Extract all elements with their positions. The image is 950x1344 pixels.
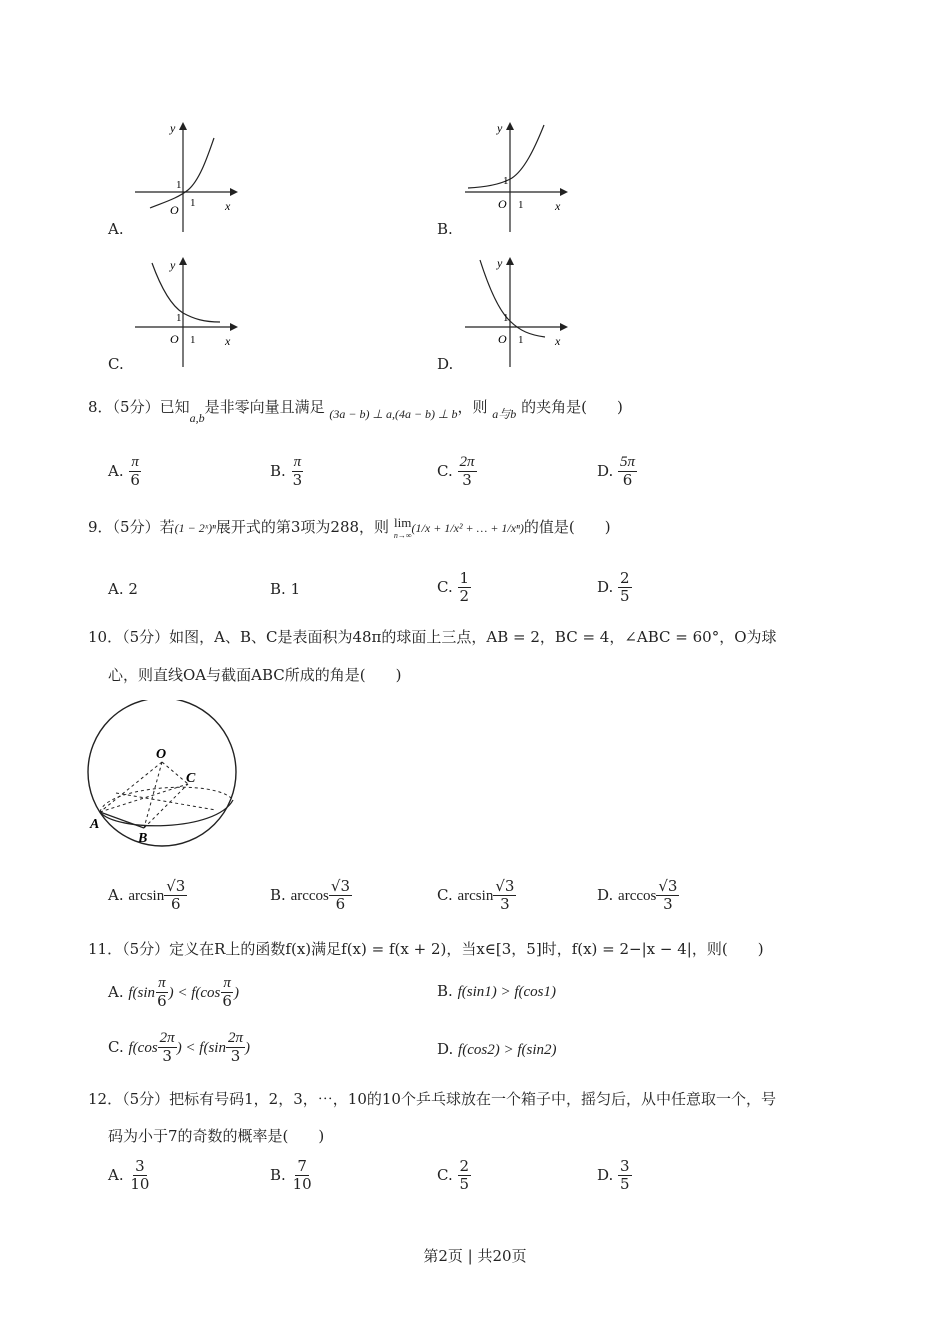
q11-option-a[interactable]: A. f(sin $\frac{\pi}{6}$ ) < f(cos $\frac{\pi}{6}$ ) — [108, 975, 239, 1011]
q7-graph-d — [460, 255, 575, 370]
q9-option-c[interactable]: C. $\frac{1}{2}$ — [437, 569, 470, 606]
q9-text-1: 若 — [159, 518, 175, 537]
svg-text:C: C — [186, 771, 196, 786]
q8-number: 8． — [88, 398, 113, 416]
q12-stem-line-2: 码为小于7的奇数的概率是( ) — [108, 1127, 325, 1145]
q8-score: （5分） — [112, 398, 160, 416]
q7-option-a[interactable]: A. — [108, 220, 124, 238]
svg-text:1: 1 — [176, 312, 182, 324]
q10-stem-line-2: 心，则直线OA与截面ABC所成的角是( ) — [108, 666, 402, 684]
q12-option-d[interactable]: D. $\frac{3}{5}$ — [597, 1157, 630, 1194]
q7-option-c[interactable]: C. — [108, 355, 124, 373]
q8-text-3: ，则 — [457, 398, 488, 416]
q9-stem — [88, 516, 611, 540]
q11-option-b[interactable]: B. f(sin1) > f(cos1) — [437, 982, 557, 1000]
q8-text-4: 的夹角是( ) — [521, 398, 623, 416]
q8-option-c[interactable]: C. $\frac{2\pi}{3}$ — [437, 454, 475, 490]
svg-text:O: O — [498, 332, 507, 346]
svg-text:x: x — [555, 199, 561, 213]
svg-text:1: 1 — [518, 334, 524, 346]
q12-option-c[interactable]: C. $\frac{2}{5}$ — [437, 1157, 470, 1194]
q8-vectors: a,b — [189, 411, 205, 425]
svg-text:y: y — [170, 121, 176, 135]
q10-stem-line-1: 10．（5分）如图，A、B、C是表面积为48π的球面上三点，AB = 2，BC = 4，∠ABC = 60°，O为球 — [88, 628, 777, 646]
q9-score: （5分） — [112, 518, 160, 537]
page-footer: 第2页 | 共20页 — [423, 1247, 527, 1265]
q8-stem — [88, 396, 623, 425]
q12-option-a[interactable]: A. $\frac{3}{10}$ — [108, 1157, 150, 1194]
q9-limit: lim n→∞ — [393, 515, 412, 540]
q11-stem: 11．（5分）定义在R上的函数f(x)满足f(x) = f(x + 2)，当x∈[3，5]时，f(x) = 2−|x − 4|，则( ) — [88, 940, 764, 958]
svg-text:1: 1 — [190, 197, 196, 209]
svg-text:y: y — [170, 258, 176, 272]
q9-option-b[interactable]: B. 1 — [270, 580, 301, 598]
q10-option-b[interactable]: B. arccos $\frac{√3}{6}$ — [270, 877, 350, 914]
q12-option-b[interactable]: B. $\frac{7}{10}$ — [270, 1157, 312, 1194]
q7-graph-c — [130, 255, 245, 370]
svg-text:O: O — [170, 203, 179, 217]
svg-text:O: O — [170, 332, 179, 346]
svg-text:y: y — [497, 256, 503, 270]
q8-text-1: 已知 — [159, 398, 190, 416]
q8-option-b[interactable]: B. $\frac{\pi}{3}$ — [270, 454, 303, 490]
svg-text:1: 1 — [176, 179, 182, 191]
svg-text:1: 1 — [503, 312, 509, 324]
svg-text:x: x — [225, 199, 231, 213]
q10-option-d[interactable]: D. arccos $\frac{√3}{3}$ — [597, 877, 678, 914]
svg-text:x: x — [225, 334, 231, 348]
q7-option-d[interactable]: D. — [437, 355, 454, 373]
svg-text:B: B — [138, 831, 148, 846]
q7-graph-b — [460, 120, 575, 235]
q11-option-c[interactable]: C. f(cos $\frac{2\pi}{3}$ ) < f(sin $\frac{2\pi}{3}$ ) — [108, 1030, 250, 1066]
q11-option-d[interactable]: D. f(cos2) > f(sin2) — [437, 1040, 557, 1058]
q9-number: 9． — [88, 518, 113, 537]
q8-option-a[interactable]: A. $\frac{\pi}{6}$ — [108, 454, 140, 490]
q8-condition: (3a − b) ⊥ a,(4a − b) ⊥ b — [329, 407, 458, 421]
q8-pair: a与b — [492, 407, 517, 421]
svg-text:1: 1 — [518, 199, 524, 211]
svg-text:O: O — [156, 747, 167, 762]
svg-text:y: y — [497, 121, 503, 135]
q9-option-a[interactable]: A. 2 — [108, 580, 138, 598]
svg-text:1: 1 — [190, 334, 196, 346]
q9-series: (1/x + 1/x² + … + 1/xⁿ) — [411, 521, 524, 536]
q10-option-c[interactable]: C. arcsin $\frac{√3}{3}$ — [437, 877, 515, 914]
svg-text:A: A — [90, 817, 100, 832]
q7-option-b[interactable]: B. — [437, 220, 453, 238]
q8-option-d[interactable]: D. $\frac{5\pi}{6}$ — [597, 454, 636, 490]
q10-sphere-figure — [86, 700, 246, 850]
q9-option-d[interactable]: D. $\frac{2}{5}$ — [597, 569, 630, 606]
q8-text-2: 是非零向量且满足 — [204, 398, 325, 416]
q9-expression: (1 − 2ˣ)ⁿ — [174, 521, 216, 536]
q7-graph-a — [130, 120, 245, 235]
q12-stem-line-1: 12．（5分）把标有号码1，2，3，⋯，10的10个乒乓球放在一个箱子中，摇匀后，从中任意取一个，号 — [88, 1090, 776, 1108]
q9-text-2: 展开式的第3项为288，则 — [215, 518, 390, 537]
svg-text:x: x — [555, 334, 561, 348]
svg-text:O: O — [498, 197, 507, 211]
svg-text:1: 1 — [503, 175, 509, 187]
q9-text-3: 的值是( ) — [523, 518, 611, 537]
q10-option-a[interactable]: A. arcsin $\frac{√3}{6}$ — [108, 877, 186, 914]
